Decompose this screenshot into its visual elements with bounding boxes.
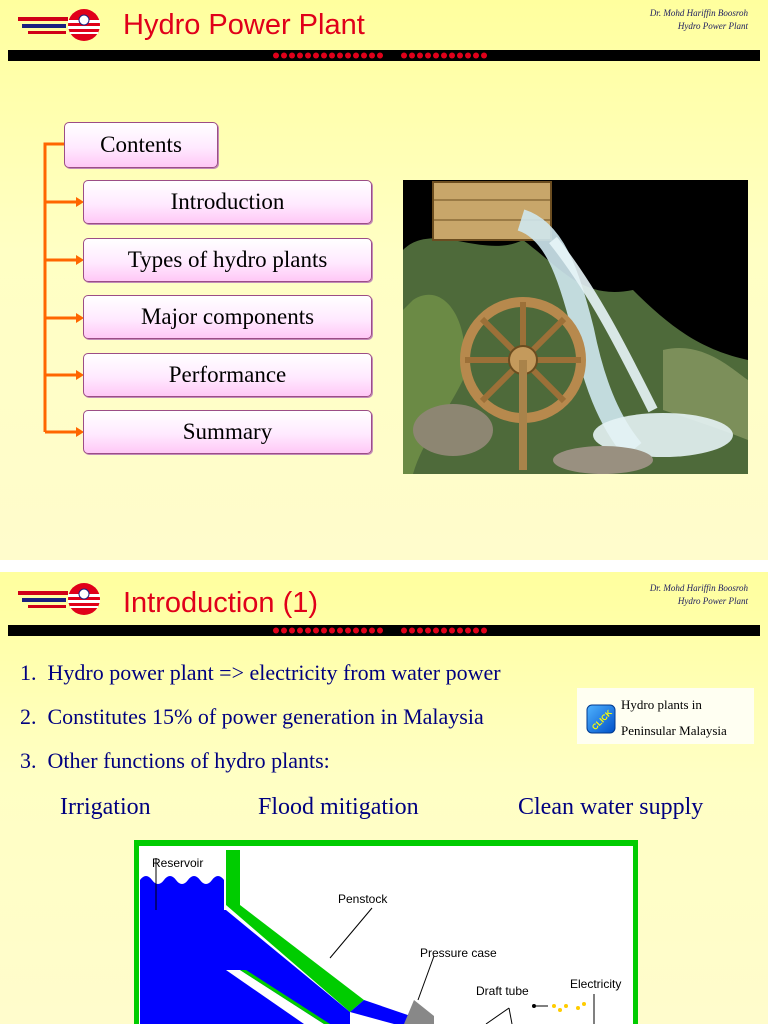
author-header — [650, 7, 748, 33]
toc-item-summary[interactable]: Summary — [83, 410, 372, 454]
point-text: Hydro power plant => electricity from water power — [47, 660, 501, 685]
toc-item-major-components[interactable]: Major components — [83, 295, 372, 339]
label-penstock: Penstock — [338, 892, 388, 906]
contents-heading-box: Contents — [64, 122, 218, 168]
slide-introduction-1 — [0, 572, 768, 1024]
point-text: Other functions of hydro plants: — [47, 748, 330, 773]
point-1 — [20, 660, 501, 686]
course-name: Hydro Power Plant — [677, 21, 748, 31]
function-clean-water-supply: Clean water supply — [518, 794, 704, 820]
point-number: 2. — [20, 704, 37, 729]
author-name: Dr. Mohd Hariffin Boosroh — [649, 583, 748, 593]
contents-connector-lines — [38, 140, 88, 440]
slide-title: Hydro Power Plant — [123, 9, 365, 41]
course-name: Hydro Power Plant — [677, 596, 748, 606]
click-button-icon[interactable] — [586, 704, 616, 734]
point-number: 3. — [20, 748, 37, 773]
label-electricity: Electricity — [570, 977, 622, 991]
slide-title: Introduction (1) — [123, 587, 319, 619]
click-link-text-line1[interactable]: Hydro plants in — [621, 697, 702, 712]
label-pressure-case: Pressure case — [420, 946, 497, 960]
water-wheel-illustration — [403, 180, 748, 474]
click-link-text-line2[interactable]: Peninsular Malaysia — [621, 723, 727, 738]
author-name: Dr. Mohd Hariffin Boosroh — [649, 8, 748, 18]
diagram-drawing — [134, 840, 638, 1024]
point-3 — [20, 748, 330, 774]
point-text: Constitutes 15% of power generation in Malaysia — [47, 704, 484, 729]
label-draft-tube: Draft tube — [476, 984, 529, 998]
decorative-dots — [272, 627, 492, 634]
hydro-plant-diagram — [134, 840, 638, 1024]
decorative-dots — [272, 52, 492, 59]
title-divider-bar — [8, 50, 760, 61]
university-logo — [18, 582, 108, 620]
function-irrigation: Irrigation — [60, 794, 151, 820]
point-number: 1. — [20, 660, 37, 685]
toc-item-performance[interactable]: Performance — [83, 353, 372, 397]
university-logo — [18, 8, 108, 46]
point-2 — [20, 704, 484, 730]
click-button-label: CLICK — [590, 708, 614, 732]
title-divider-bar — [8, 625, 760, 636]
label-reservoir: Reservoir — [152, 856, 204, 870]
function-flood-mitigation: Flood mitigation — [258, 794, 419, 820]
toc-item-introduction[interactable]: Introduction — [83, 180, 372, 224]
author-header — [650, 582, 748, 608]
toc-item-types-of-hydro-plants[interactable]: Types of hydro plants — [83, 238, 372, 282]
